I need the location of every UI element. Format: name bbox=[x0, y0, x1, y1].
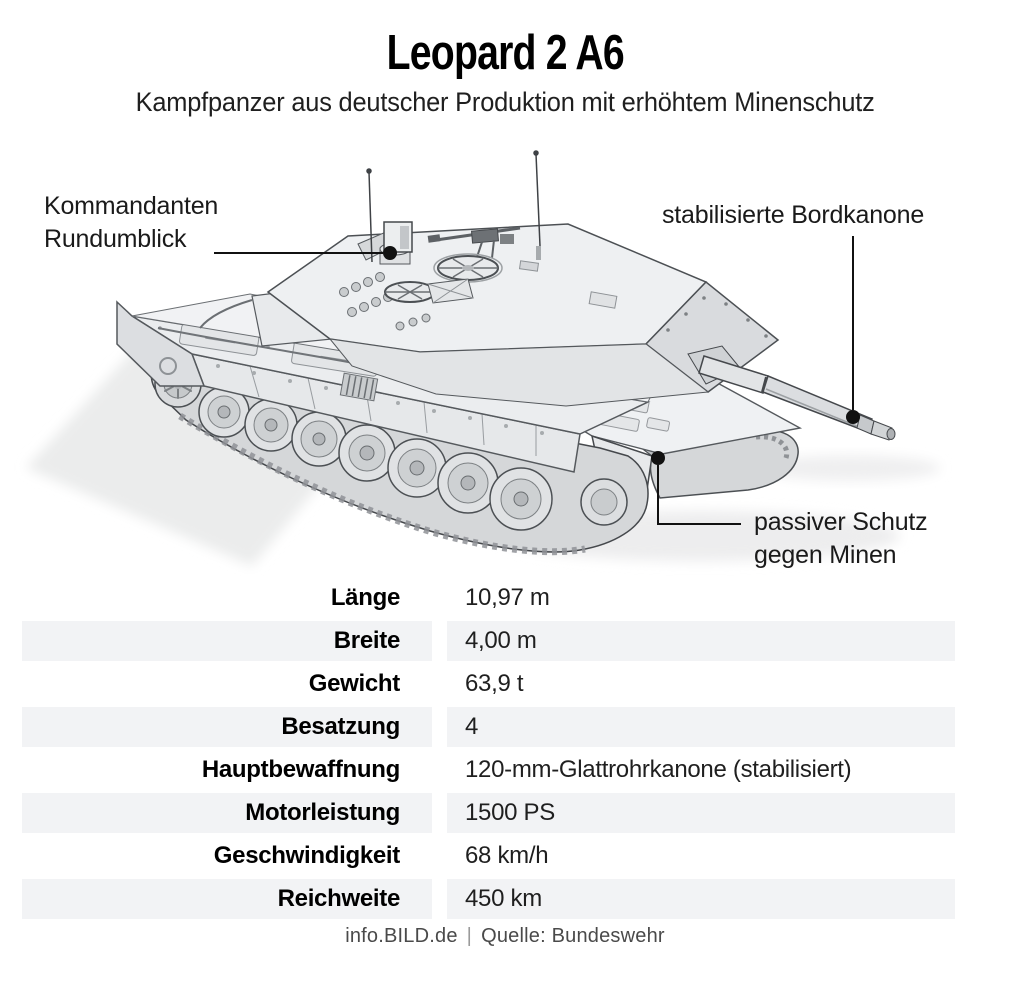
callout-dot-gun bbox=[846, 410, 860, 424]
column-gap bbox=[432, 793, 447, 833]
spec-value: 68 km/h bbox=[465, 842, 549, 869]
table-row bbox=[22, 707, 955, 747]
page-title: Leopard 2 A6 bbox=[386, 26, 624, 80]
footer-separator: | bbox=[466, 925, 473, 947]
spec-value: 120-mm-Glattrohrkanone (stabilisiert) bbox=[465, 756, 852, 783]
wheel bbox=[438, 453, 498, 513]
wheel bbox=[490, 468, 552, 530]
callout-gun-label: stabilisierte Bordkanone bbox=[662, 201, 925, 229]
table-row bbox=[22, 664, 955, 704]
wheel bbox=[292, 412, 346, 466]
callout-mine-line2: gegen Minen bbox=[754, 541, 897, 569]
table-row bbox=[22, 750, 955, 790]
callout-dot-mine bbox=[651, 451, 665, 465]
wheel bbox=[339, 425, 395, 481]
spec-value: 63,9 t bbox=[465, 670, 524, 697]
column-gap bbox=[432, 750, 447, 790]
callout-stabilized-gun bbox=[662, 199, 924, 232]
source-footer bbox=[0, 925, 1010, 948]
page-subtitle: Kampfpanzer aus deutscher Produktion mit erhöhtem Minenschutz bbox=[135, 87, 875, 117]
spec-label: Motorleistung bbox=[22, 793, 432, 833]
wheel bbox=[388, 439, 446, 497]
footer-brand: info.BILD.de bbox=[345, 925, 458, 947]
spec-value: 4,00 m bbox=[447, 621, 955, 661]
table-row bbox=[22, 578, 955, 618]
callout-mine-line1: passiver Schutz bbox=[754, 508, 928, 536]
header bbox=[0, 0, 1010, 118]
callout-mine-protection bbox=[754, 506, 927, 572]
spec-label: Hauptbewaffnung bbox=[201, 756, 400, 783]
column-gap bbox=[432, 879, 447, 919]
spec-value: 1500 PS bbox=[447, 793, 955, 833]
spec-label: Breite bbox=[22, 621, 432, 661]
table-row bbox=[22, 836, 955, 876]
tank-figure bbox=[0, 146, 1010, 576]
table-row bbox=[22, 879, 955, 919]
column-gap bbox=[432, 578, 447, 618]
spec-table bbox=[0, 578, 1010, 919]
spec-label: Geschwindigkeit bbox=[213, 842, 400, 869]
callout-commander-line2: Rundumblick bbox=[44, 225, 187, 253]
table-row bbox=[22, 621, 955, 661]
spec-value: 10,97 m bbox=[465, 584, 550, 611]
table-row bbox=[22, 793, 955, 833]
spec-label: Gewicht bbox=[308, 670, 400, 697]
callout-commander-line1: Kommandanten bbox=[44, 192, 219, 220]
wheel bbox=[245, 399, 297, 451]
column-gap bbox=[432, 664, 447, 704]
column-gap bbox=[432, 836, 447, 876]
spec-label: Besatzung bbox=[22, 707, 432, 747]
spec-label: Länge bbox=[330, 584, 400, 611]
column-gap bbox=[432, 707, 447, 747]
spec-value: 4 bbox=[447, 707, 955, 747]
column-gap bbox=[432, 621, 447, 661]
idler-wheel bbox=[581, 479, 627, 525]
callout-commander-sight bbox=[44, 190, 218, 256]
spec-value: 450 km bbox=[447, 879, 955, 919]
footer-source: Quelle: Bundeswehr bbox=[481, 925, 665, 947]
callout-dot-commander bbox=[383, 246, 397, 260]
spec-label: Reichweite bbox=[22, 879, 432, 919]
